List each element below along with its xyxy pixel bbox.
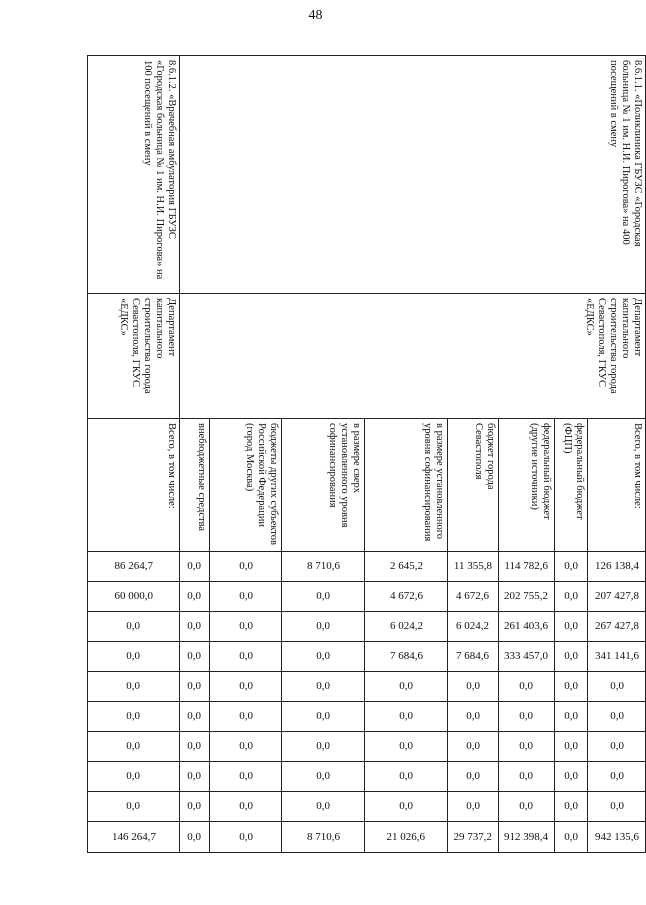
value-cell: 0,0 — [282, 672, 365, 702]
funding-source-cell: Всего, в том числе: — [88, 419, 180, 552]
value-cell: 0,0 — [555, 792, 589, 822]
value-cell: 0,0 — [555, 612, 589, 642]
executor-cell: Департамент капитального строительства города Севастополя, ГКУС «ЕДКС» — [180, 294, 646, 419]
value-cell: 0,0 — [448, 672, 499, 702]
value-cell: 146 264,7 — [88, 822, 180, 853]
value-cell: 0,0 — [88, 642, 180, 672]
value-cell: 0,0 — [209, 792, 281, 822]
value-cell: 114 782,6 — [498, 552, 554, 582]
value-cell: 0,0 — [88, 792, 180, 822]
value-cell: 0,0 — [180, 672, 210, 702]
value-cell: 8 710,6 — [282, 822, 365, 853]
value-cell: 0,0 — [209, 642, 281, 672]
value-cell: 0,0 — [180, 552, 210, 582]
object-name-cell: 8.6.1.1. «Поликлиника ГБУЗС «Городская больница № 1 им. Н.И. Пирогова» на 400 посещений в смену — [180, 56, 646, 294]
value-cell: 0,0 — [365, 702, 448, 732]
value-cell: 0,0 — [498, 672, 554, 702]
value-cell: 0,0 — [209, 672, 281, 702]
value-cell: 0,0 — [282, 732, 365, 762]
funding-source-cell: бюджеты других субъектов Российской Федерации (город Москва) — [209, 419, 281, 552]
value-cell: 0,0 — [209, 582, 281, 612]
value-cell: 0,0 — [180, 642, 210, 672]
value-cell: 0,0 — [555, 582, 589, 612]
value-cell: 0,0 — [498, 732, 554, 762]
value-cell: 0,0 — [498, 702, 554, 732]
executor-cell: Департамент капитального строительства города Севастополя, ГКУС «ЕДКС» — [88, 294, 180, 419]
value-cell: 0,0 — [209, 702, 281, 732]
value-cell: 0,0 — [448, 732, 499, 762]
value-cell: 2 645,2 — [365, 552, 448, 582]
value-cell: 0,0 — [180, 822, 210, 853]
value-cell: 0,0 — [282, 642, 365, 672]
value-cell: 202 755,2 — [498, 582, 554, 612]
value-cell: 0,0 — [555, 822, 589, 853]
value-cell: 341 141,6 — [588, 642, 646, 672]
table-row — [588, 56, 646, 853]
funding-source-cell: в размере сверх установленного уровня софинансирования — [282, 419, 365, 552]
funding-source-cell: бюджет города Севастополя — [448, 419, 499, 552]
value-cell: 207 427,8 — [588, 582, 646, 612]
value-cell: 261 403,6 — [498, 612, 554, 642]
value-cell: 11 355,8 — [448, 552, 499, 582]
value-cell: 4 672,6 — [365, 582, 448, 612]
value-cell: 0,0 — [209, 552, 281, 582]
funding-source-cell: федеральный бюджет (другие источники) — [498, 419, 554, 552]
value-cell: 0,0 — [498, 762, 554, 792]
value-cell: 0,0 — [88, 672, 180, 702]
value-cell: 0,0 — [365, 672, 448, 702]
value-cell: 21 026,6 — [365, 822, 448, 853]
page-number: 48 — [308, 8, 323, 23]
value-cell: 0,0 — [498, 792, 554, 822]
value-cell: 0,0 — [88, 732, 180, 762]
value-cell: 0,0 — [555, 702, 589, 732]
value-cell: 29 737,2 — [448, 822, 499, 853]
value-cell: 6 024,2 — [448, 612, 499, 642]
object-name-cell: 8.6.1.2. «Врачебная амбулатория ГБУЗС «Городская больница № 1 им. Н.И. Пирогова» на 100 посещений в смену — [88, 56, 180, 294]
value-cell: 0,0 — [180, 612, 210, 642]
value-cell: 0,0 — [88, 612, 180, 642]
value-cell: 0,0 — [180, 792, 210, 822]
value-cell: 6 024,2 — [365, 612, 448, 642]
table-row — [88, 56, 180, 853]
value-cell: 912 398,4 — [498, 822, 554, 853]
value-cell: 0,0 — [588, 732, 646, 762]
value-cell: 0,0 — [555, 762, 589, 792]
value-cell: 0,0 — [555, 552, 589, 582]
value-cell: 0,0 — [180, 732, 210, 762]
value-cell: 0,0 — [555, 672, 589, 702]
value-cell: 7 684,6 — [365, 642, 448, 672]
value-cell: 126 138,4 — [588, 552, 646, 582]
value-cell: 0,0 — [88, 702, 180, 732]
funding-source-cell: Всего, в том числе: — [588, 419, 646, 552]
value-cell: 86 264,7 — [88, 552, 180, 582]
value-cell: 0,0 — [88, 762, 180, 792]
funding-source-cell: федеральный бюджет (ФЦП) — [555, 419, 589, 552]
value-cell: 0,0 — [365, 732, 448, 762]
value-cell: 60 000,0 — [88, 582, 180, 612]
value-cell: 267 427,8 — [588, 612, 646, 642]
value-cell: 0,0 — [180, 702, 210, 732]
value-cell: 7 684,6 — [448, 642, 499, 672]
value-cell: 0,0 — [282, 582, 365, 612]
value-cell: 942 135,6 — [588, 822, 646, 853]
value-cell: 0,0 — [365, 792, 448, 822]
value-cell: 0,0 — [365, 762, 448, 792]
value-cell: 8 710,6 — [282, 552, 365, 582]
budget-table — [87, 55, 646, 853]
value-cell: 0,0 — [448, 792, 499, 822]
value-cell: 0,0 — [588, 792, 646, 822]
value-cell: 0,0 — [180, 762, 210, 792]
value-cell: 0,0 — [282, 612, 365, 642]
value-cell: 0,0 — [180, 582, 210, 612]
rotated-table-container — [87, 55, 646, 852]
value-cell: 0,0 — [588, 702, 646, 732]
value-cell: 0,0 — [588, 672, 646, 702]
funding-source-cell: в размере установленного уровня софинансирования — [365, 419, 448, 552]
table-inner — [87, 55, 646, 852]
funding-source-cell: внебюджетные средства — [180, 419, 210, 552]
value-cell: 0,0 — [209, 612, 281, 642]
value-cell: 0,0 — [555, 732, 589, 762]
value-cell: 0,0 — [588, 762, 646, 792]
value-cell: 0,0 — [282, 762, 365, 792]
value-cell: 333 457,0 — [498, 642, 554, 672]
value-cell: 0,0 — [448, 762, 499, 792]
value-cell: 0,0 — [209, 822, 281, 853]
value-cell: 4 672,6 — [448, 582, 499, 612]
value-cell: 0,0 — [448, 702, 499, 732]
value-cell: 0,0 — [282, 792, 365, 822]
value-cell: 0,0 — [209, 732, 281, 762]
value-cell: 0,0 — [282, 702, 365, 732]
value-cell: 0,0 — [555, 642, 589, 672]
value-cell: 0,0 — [209, 762, 281, 792]
table-body — [88, 56, 646, 853]
